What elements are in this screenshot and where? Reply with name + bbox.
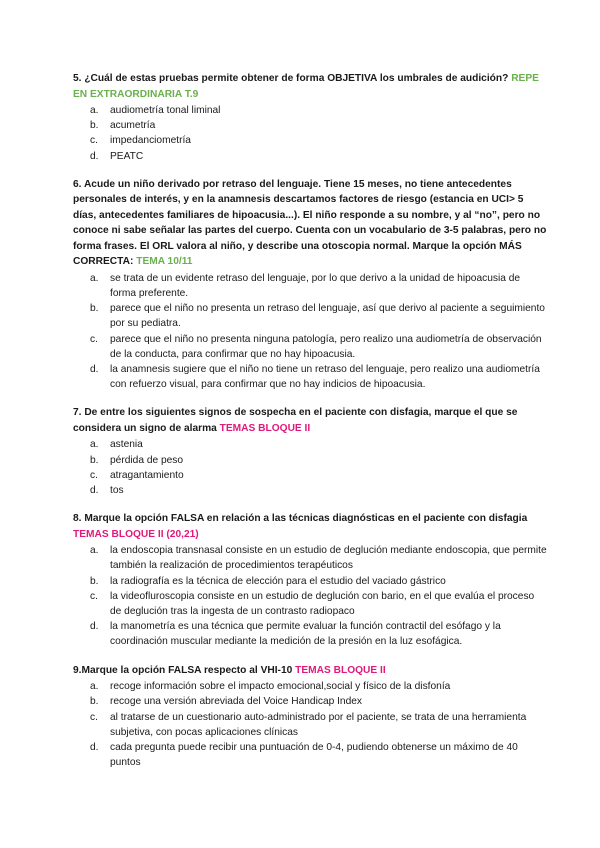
question-text: 5. ¿Cuál de estas pruebas permite obtener de forma OBJETIVA los umbrales de audición?	[73, 73, 509, 84]
options-list	[73, 271, 548, 393]
option: b. la radiografía es la técnica de elección para el estudio del vaciado gástrico	[90, 575, 446, 587]
option: d. tos	[90, 485, 124, 497]
question-text: 7. De entre los siguientes signos de sospecha en el paciente con disfagia, marque el que se considera un signo de alarma	[73, 407, 518, 434]
option: c. parece que el niño no presenta ninguna patología, pero realizo una audiometría de observación de la conducta, para confirmar que no hay hipoacusia.	[90, 333, 542, 360]
option: d. cada pregunta puede recibir una puntuación de 0-4, pudiendo obtenerse un máximo de 40 puntos	[90, 741, 518, 769]
options-list	[73, 103, 548, 164]
options-list	[73, 543, 548, 649]
option: d. PEATC	[90, 150, 144, 162]
question-9	[73, 663, 548, 771]
option: a. audiometría tonal liminal	[90, 105, 221, 116]
option: b. pérdida de peso	[90, 454, 184, 466]
question-text: 6. Acude un niño derivado por retraso del lenguaje. Tiene 15 meses, no tiene antecedentes personales de interés, y en la anamnesis descartamos factores de riesgo (estancia en UCI> 5 días, antecedentes familiares de hipoacusia...). El niño responde a su nombre, y al “no”, pero no conoce ni sabe señalar las partes del cuerpo. Cuenta con un vocabulario de 3-5 palabras, pero no forma frases. El ORL valora al niño, y describe una otoscopia normal. Marque la opción MÁS CORRECTA:	[73, 178, 547, 268]
option: b. recoge una versión abreviada del Voice Handicap Index	[90, 696, 363, 708]
topic-tag: TEMAS BLOQUE II	[219, 422, 311, 434]
question-6	[73, 177, 548, 393]
question-text: 9.Marque la opción FALSA respecto al VHI-10	[73, 664, 293, 676]
option: d. la anamnesis sugiere que el niño no tiene un retraso del lenguaje, pero realizo una audiometría con refuerzo visual, para confirmar que no hay indicios de hipoacusia.	[90, 364, 540, 391]
option: d. la manometría es una técnica que permite evaluar la función contractil del esófago y la coordinación muscular mediante la medición de la presión en la luz esofágica.	[90, 621, 501, 648]
option: c. la videofluroscopia consiste en un estudio de deglución con bario, en el que evalúa el proceso de deglución tras la ingesta de un contrasto radiopaco	[90, 590, 535, 618]
question-5	[73, 71, 548, 164]
option: a. se trata de un evidente retraso del lenguaje, por lo que derivo a la unidad de hipoacusia de forma preferente.	[90, 272, 521, 300]
option: c. al tratarse de un cuestionario auto-administrado por el paciente, se trata de una herramienta subjetiva, con pocas aplicaciones clínicas	[90, 711, 527, 738]
question-8	[73, 511, 548, 649]
option: a. la endoscopia transnasal consiste en un estudio de deglución mediante endoscopia, que permite también la realización de procedimientos terapéuticos	[90, 545, 547, 572]
topic-tag: REPE EN EXTRAORDINARIA T.9	[73, 73, 539, 100]
option: b. parece que el niño no presenta un retraso del lenguaje, así que derivo al paciente a seguimiento por su pediatra.	[90, 303, 545, 330]
option: a. astenia	[90, 439, 143, 451]
option: b. acumetría	[90, 120, 156, 132]
option: c. atragantamiento	[90, 469, 184, 481]
options-list	[73, 679, 548, 770]
option: c. impedanciometría	[90, 135, 191, 147]
question-text: 8. Marque la opción FALSA en relación a las técnicas diagnósticas en el paciente con disfagia	[73, 513, 528, 525]
options-list	[73, 437, 548, 498]
topic-tag: TEMAS BLOQUE II (20,21)	[73, 528, 199, 540]
topic-tag: TEMAS BLOQUE II	[295, 664, 386, 676]
option: a. recoge información sobre el impacto emocional,social y físico de la disfonía	[90, 681, 451, 693]
question-7	[73, 405, 548, 498]
topic-tag: TEMA 10/11	[136, 256, 193, 268]
